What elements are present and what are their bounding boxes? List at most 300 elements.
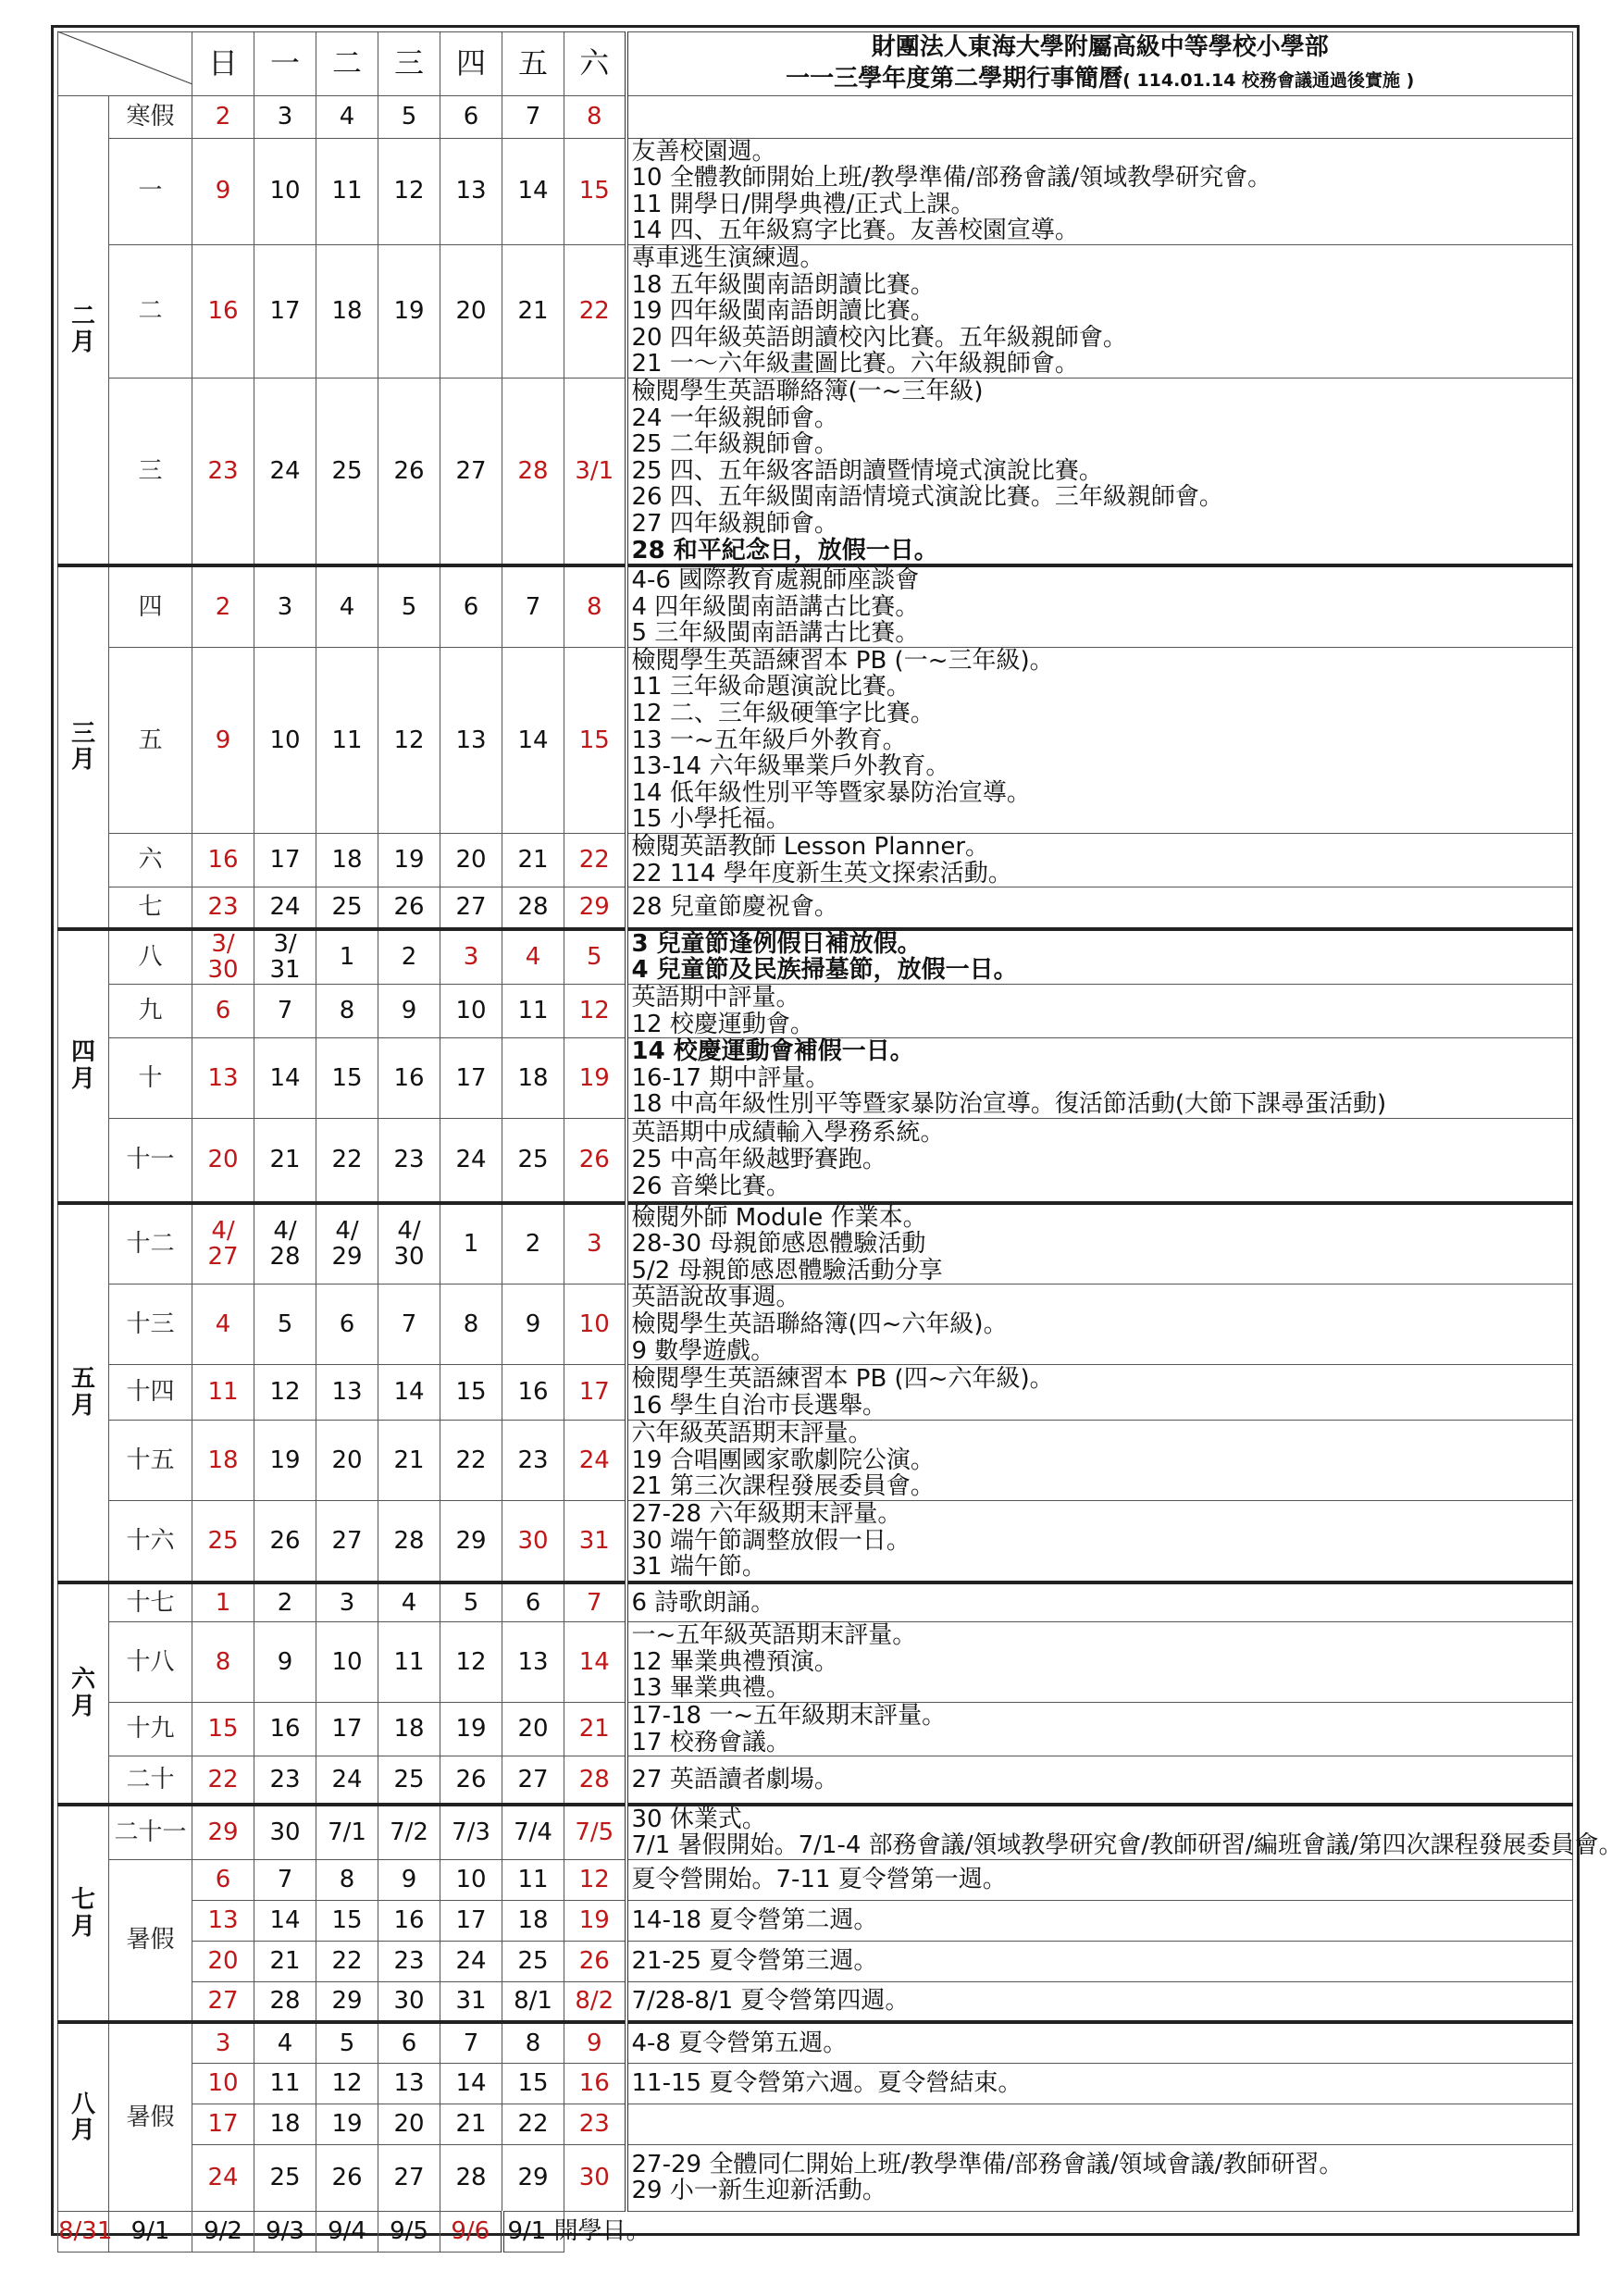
date-cell: 1 bbox=[192, 1582, 254, 1622]
date-cell: 16 bbox=[564, 2063, 626, 2104]
title-note: ( 114.01.14 校務會議通過後實施 ) bbox=[1122, 69, 1415, 91]
event-line: 21 第三次課程發展委員會。 bbox=[631, 1472, 935, 1501]
date-cell: 4 bbox=[192, 1285, 254, 1365]
events-cell bbox=[626, 1038, 1573, 1119]
date-cell: 3 bbox=[440, 929, 502, 985]
event-line: 31 端午節。 bbox=[631, 1553, 766, 1582]
date-cell: 22 bbox=[316, 1941, 378, 1981]
date-cell: 14 bbox=[440, 2063, 502, 2104]
event-line: 25 中高年級越野賽跑。 bbox=[631, 1146, 886, 1174]
month-char: 月 bbox=[70, 1391, 95, 1420]
week-label: 六 bbox=[109, 834, 192, 887]
date-cell: 12 bbox=[254, 1365, 316, 1421]
date-cell: 4 bbox=[254, 2022, 316, 2063]
date-cell: 23 bbox=[378, 1119, 440, 1203]
date-cell: 14 bbox=[502, 138, 564, 244]
date-cell: 11 bbox=[254, 2063, 316, 2104]
date-cell: 12 bbox=[316, 2063, 378, 2104]
date-cell: 6 bbox=[440, 95, 502, 138]
date-cell: 14 bbox=[378, 1365, 440, 1421]
date-cell: 9 bbox=[192, 138, 254, 244]
date-cell: 21 bbox=[254, 1119, 316, 1203]
event-line: 5/2 母親節感恩體驗活動分享 bbox=[631, 1256, 943, 1285]
event-line: 17-18 一~五年級期末評量。 bbox=[631, 1702, 947, 1730]
date-cell: 9/1 bbox=[109, 2211, 192, 2252]
date-cell: 8/2 bbox=[564, 1981, 626, 2022]
event-line: 4-8 夏令營第五週。 bbox=[631, 2029, 848, 2057]
date-cell: 10 bbox=[316, 1622, 378, 1703]
date-cell: 7/5 bbox=[564, 1805, 626, 1860]
date-cell: 27 bbox=[192, 1981, 254, 2022]
week-row bbox=[58, 1285, 1573, 1365]
week-row bbox=[58, 887, 1573, 929]
date-cell: 18 bbox=[316, 244, 378, 378]
day-header-tue: 二 bbox=[316, 32, 378, 96]
date-cell: 6 bbox=[502, 1582, 564, 1622]
week-label: 八 bbox=[109, 929, 192, 985]
date-cell: 25 bbox=[316, 378, 378, 565]
event-line: 檢閱學生英語練習本 PB (四~六年級)。 bbox=[631, 1365, 1054, 1394]
event-line: 28 兒童節慶祝會。 bbox=[631, 893, 838, 922]
month-char: 月 bbox=[70, 746, 95, 775]
date-cell: 30 bbox=[254, 1805, 316, 1860]
date-cell: 8 bbox=[316, 984, 378, 1037]
date-cell: 9 bbox=[564, 2022, 626, 2063]
week-label: 十 bbox=[109, 1038, 192, 1119]
date-cell: 17 bbox=[316, 1703, 378, 1756]
date-cell: 10 bbox=[192, 2063, 254, 2104]
date-cell: 26 bbox=[440, 1756, 502, 1805]
week-label: 七 bbox=[109, 887, 192, 929]
date-cell: 15 bbox=[316, 1900, 378, 1941]
date-cell: 21 bbox=[502, 244, 564, 378]
calendar-sheet bbox=[51, 25, 1623, 2246]
event-line: 13-14 六年級畢業戶外教育。 bbox=[631, 752, 950, 781]
header-row bbox=[58, 32, 1573, 96]
date-cell: 18 bbox=[502, 1038, 564, 1119]
date-cell: 18 bbox=[316, 834, 378, 887]
date-cell: 20 bbox=[192, 1941, 254, 1981]
event-line: 檢閱外師 Module 作業本。 bbox=[631, 1203, 927, 1232]
date-cell: 7 bbox=[502, 565, 564, 647]
week-label: 十三 bbox=[109, 1285, 192, 1365]
date-cell: 17 bbox=[564, 1365, 626, 1421]
event-line: 7/28-8/1 夏令營第四週。 bbox=[631, 1987, 910, 2016]
event-line: 27-28 六年級期末評量。 bbox=[631, 1499, 902, 1528]
date-cell: 4/ 27 bbox=[192, 1203, 254, 1285]
event-line: 12 畢業典禮預演。 bbox=[631, 1647, 838, 1676]
title-line1: 財團法人東海大學附屬高級中等學校小學部 bbox=[871, 33, 1329, 61]
week-row bbox=[58, 565, 1573, 647]
month-char: 七 bbox=[70, 1885, 95, 1914]
event-line: 29 小一新生迎新活動。 bbox=[631, 2177, 886, 2205]
date-cell: 1 bbox=[440, 1203, 502, 1285]
date-cell: 14 bbox=[564, 1622, 626, 1703]
events-cell bbox=[626, 1756, 1573, 1805]
date-cell: 20 bbox=[502, 1703, 564, 1756]
event-line: 檢閱學生英語聯絡簿(四~六年級)。 bbox=[631, 1309, 1008, 1338]
week-row bbox=[58, 2211, 1573, 2252]
events-cell bbox=[626, 244, 1573, 378]
date-cell: 28 bbox=[440, 2144, 502, 2211]
date-cell: 14 bbox=[254, 1038, 316, 1119]
date-cell: 25 bbox=[378, 1756, 440, 1805]
date-cell: 8 bbox=[564, 95, 626, 138]
week-label: 十八 bbox=[109, 1622, 192, 1703]
week-row bbox=[58, 2063, 1573, 2104]
date-cell: 17 bbox=[192, 2104, 254, 2144]
event-line: 9 數學遊戲。 bbox=[631, 1336, 775, 1365]
week-label: 十五 bbox=[109, 1421, 192, 1501]
events-cell bbox=[626, 1941, 1573, 1981]
date-cell: 10 bbox=[254, 647, 316, 833]
event-line: 英語期中成績輸入學務系統。 bbox=[631, 1119, 945, 1148]
date-cell: 17 bbox=[440, 1900, 502, 1941]
date-cell: 7/3 bbox=[440, 1805, 502, 1860]
date-cell: 6 bbox=[316, 1285, 378, 1365]
event-line: 15 小學托福。 bbox=[631, 805, 790, 834]
event-line: 5 三年級閩南語講古比賽。 bbox=[631, 619, 920, 648]
date-cell: 7 bbox=[440, 2022, 502, 2063]
event-line: 28 和平紀念日，放假一日。 bbox=[631, 536, 938, 565]
date-cell: 18 bbox=[502, 1900, 564, 1941]
date-cell: 16 bbox=[378, 1900, 440, 1941]
event-line: 英語說故事週。 bbox=[631, 1284, 800, 1312]
date-cell: 5 bbox=[440, 1582, 502, 1622]
month-label bbox=[58, 929, 109, 1203]
week-label: 十四 bbox=[109, 1365, 192, 1421]
week-label: 二 bbox=[109, 244, 192, 378]
week-row bbox=[58, 1703, 1573, 1756]
date-cell: 7 bbox=[378, 1285, 440, 1365]
event-line: 22 114 學年度新生英文探索活動。 bbox=[631, 859, 1012, 887]
date-cell: 3 bbox=[254, 95, 316, 138]
event-line: 友善校園週。 bbox=[631, 137, 776, 166]
date-cell: 27 bbox=[440, 378, 502, 565]
date-cell: 24 bbox=[254, 378, 316, 565]
week-label: 三 bbox=[109, 378, 192, 565]
date-cell: 11 bbox=[316, 138, 378, 244]
week-label: 十七 bbox=[109, 1582, 192, 1622]
day-header-fri: 五 bbox=[502, 32, 564, 96]
date-cell: 14 bbox=[254, 1900, 316, 1941]
date-cell: 13 bbox=[192, 1900, 254, 1941]
events-cell bbox=[626, 647, 1573, 833]
month-char: 月 bbox=[70, 1064, 95, 1093]
date-cell: 21 bbox=[564, 1703, 626, 1756]
week-row bbox=[58, 1622, 1573, 1703]
week-label: 十二 bbox=[109, 1203, 192, 1285]
week-label: 四 bbox=[109, 565, 192, 647]
month-char: 月 bbox=[70, 2116, 95, 2145]
date-cell: 12 bbox=[440, 1622, 502, 1703]
date-cell: 19 bbox=[316, 2104, 378, 2144]
event-line: 14 校慶運動會補假一日。 bbox=[631, 1037, 914, 1066]
month-char: 月 bbox=[70, 329, 95, 357]
event-line: 16 學生自治市長選舉。 bbox=[631, 1391, 886, 1420]
date-cell: 13 bbox=[192, 1038, 254, 1119]
events-cell bbox=[626, 1119, 1573, 1203]
date-cell: 16 bbox=[502, 1365, 564, 1421]
date-cell: 21 bbox=[440, 2104, 502, 2144]
date-cell: 6 bbox=[192, 984, 254, 1037]
event-line: 25 四、五年級客語朗讀暨情境式演說比賽。 bbox=[631, 456, 1103, 485]
event-line: 11 開學日/開學典禮/正式上課。 bbox=[631, 190, 975, 218]
date-cell: 21 bbox=[378, 1421, 440, 1501]
date-cell: 28 bbox=[254, 1981, 316, 2022]
header-diagonal-line bbox=[57, 31, 192, 84]
week-row bbox=[58, 1421, 1573, 1501]
date-cell: 25 bbox=[254, 2144, 316, 2211]
event-line: 16-17 期中評量。 bbox=[631, 1063, 830, 1092]
date-cell: 8 bbox=[440, 1285, 502, 1365]
month-char: 二 bbox=[70, 302, 95, 330]
event-line: 17 校務會議。 bbox=[631, 1728, 790, 1756]
event-line: 25 二年級親師會。 bbox=[631, 430, 838, 459]
date-cell: 15 bbox=[440, 1365, 502, 1421]
month-label bbox=[58, 565, 109, 929]
date-cell: 15 bbox=[564, 647, 626, 833]
date-cell: 13 bbox=[440, 138, 502, 244]
week-row bbox=[58, 1756, 1573, 1805]
date-cell: 19 bbox=[440, 1703, 502, 1756]
date-cell: 31 bbox=[564, 1500, 626, 1582]
week-row bbox=[58, 834, 1573, 887]
date-cell: 30 bbox=[378, 1981, 440, 2022]
event-line: 夏令營開始。7-11 夏令營第一週。 bbox=[631, 1866, 1007, 1894]
date-cell: 19 bbox=[254, 1421, 316, 1501]
date-cell: 19 bbox=[378, 834, 440, 887]
date-cell: 24 bbox=[254, 887, 316, 929]
month-char: 八 bbox=[70, 2090, 95, 2118]
date-cell: 18 bbox=[192, 1421, 254, 1501]
event-line: 檢閱學生英語聯絡簿(一~三年級) bbox=[631, 377, 984, 405]
date-cell: 25 bbox=[316, 887, 378, 929]
date-cell: 5 bbox=[378, 565, 440, 647]
date-cell: 15 bbox=[564, 138, 626, 244]
date-cell: 31 bbox=[440, 1981, 502, 2022]
week-label: 二十 bbox=[109, 1756, 192, 1805]
date-cell: 7 bbox=[254, 984, 316, 1037]
week-label: 十九 bbox=[109, 1703, 192, 1756]
date-cell: 4/ 30 bbox=[378, 1203, 440, 1285]
date-cell: 6 bbox=[440, 565, 502, 647]
date-cell: 26 bbox=[564, 1119, 626, 1203]
date-cell: 4/ 29 bbox=[316, 1203, 378, 1285]
event-line: 14-18 夏令營第二週。 bbox=[631, 1906, 878, 1935]
date-cell: 20 bbox=[378, 2104, 440, 2144]
month-label bbox=[58, 95, 109, 565]
event-line: 26 音樂比賽。 bbox=[631, 1172, 790, 1200]
date-cell: 9 bbox=[192, 647, 254, 833]
date-cell: 19 bbox=[564, 1900, 626, 1941]
date-cell: 14 bbox=[502, 647, 564, 833]
month-char: 五 bbox=[70, 1365, 95, 1394]
date-cell: 17 bbox=[254, 834, 316, 887]
date-cell: 7/1 bbox=[316, 1805, 378, 1860]
events-cell bbox=[626, 984, 1573, 1037]
event-line: 11-15 夏令營第六週。夏令營結束。 bbox=[631, 2069, 1023, 2098]
date-cell: 11 bbox=[316, 647, 378, 833]
event-line: 30 端午節調整放假一日。 bbox=[631, 1526, 911, 1555]
date-cell: 15 bbox=[502, 2063, 564, 2104]
date-cell: 12 bbox=[378, 138, 440, 244]
date-cell: 24 bbox=[440, 1941, 502, 1981]
date-cell: 26 bbox=[564, 1941, 626, 1981]
week-label: 二十一 bbox=[109, 1805, 192, 1860]
events-cell bbox=[626, 2104, 1573, 2144]
date-cell: 4 bbox=[316, 565, 378, 647]
week-row bbox=[58, 1038, 1573, 1119]
date-cell: 22 bbox=[564, 834, 626, 887]
date-cell: 29 bbox=[564, 887, 626, 929]
events-cell bbox=[626, 1805, 1623, 1860]
week-row bbox=[58, 1582, 1573, 1622]
events-cell bbox=[626, 929, 1573, 985]
week-row bbox=[58, 1119, 1573, 1203]
event-line: 9/1 開學日。 bbox=[507, 2217, 651, 2246]
date-cell: 23 bbox=[254, 1756, 316, 1805]
event-line: 13 畢業典禮。 bbox=[631, 1674, 790, 1703]
date-cell: 29 bbox=[440, 1500, 502, 1582]
date-cell: 10 bbox=[440, 1859, 502, 1900]
date-cell: 13 bbox=[440, 647, 502, 833]
date-cell: 15 bbox=[316, 1038, 378, 1119]
calendar-table bbox=[57, 31, 1623, 2253]
date-cell: 25 bbox=[192, 1500, 254, 1582]
date-cell: 27 bbox=[502, 1756, 564, 1805]
date-cell: 28 bbox=[378, 1500, 440, 1582]
date-cell: 20 bbox=[316, 1421, 378, 1501]
date-cell: 24 bbox=[316, 1756, 378, 1805]
month-label bbox=[58, 2022, 109, 2211]
event-line: 30 休業式。 bbox=[631, 1805, 766, 1833]
date-cell: 11 bbox=[502, 1859, 564, 1900]
week-row bbox=[58, 2022, 1573, 2063]
date-cell: 8 bbox=[502, 2022, 564, 2063]
week-row bbox=[58, 2144, 1573, 2211]
date-cell: 20 bbox=[440, 834, 502, 887]
events-cell bbox=[626, 2144, 1573, 2211]
date-cell: 8 bbox=[316, 1859, 378, 1900]
events-cell bbox=[626, 887, 1573, 929]
date-cell: 18 bbox=[378, 1703, 440, 1756]
date-cell: 20 bbox=[440, 244, 502, 378]
date-cell: 22 bbox=[440, 1421, 502, 1501]
date-cell: 22 bbox=[316, 1119, 378, 1203]
events-cell bbox=[626, 95, 1573, 138]
date-cell: 12 bbox=[564, 1859, 626, 1900]
events-cell bbox=[626, 1981, 1573, 2022]
date-cell: 9 bbox=[378, 1859, 440, 1900]
event-line: 12 校慶運動會。 bbox=[631, 1010, 814, 1038]
event-line: 14 四、五年級寫字比賽。友善校園宣導。 bbox=[631, 217, 1079, 245]
month-label bbox=[58, 1805, 109, 2023]
date-cell: 27 bbox=[440, 887, 502, 929]
date-cell: 13 bbox=[378, 2063, 440, 2104]
date-cell: 11 bbox=[378, 1622, 440, 1703]
date-cell: 1 bbox=[316, 929, 378, 985]
date-cell: 9/5 bbox=[378, 2211, 440, 2252]
week-row bbox=[58, 1365, 1573, 1421]
week-label: 九 bbox=[109, 984, 192, 1037]
date-cell: 30 bbox=[564, 2144, 626, 2211]
event-line: 4-6 國際教育處親師座談會 bbox=[631, 566, 920, 595]
date-cell: 29 bbox=[316, 1981, 378, 2022]
date-cell: 9 bbox=[502, 1285, 564, 1365]
event-line: 21 一～六年級畫圖比賽。六年級親師會。 bbox=[631, 350, 1079, 379]
date-cell: 12 bbox=[564, 984, 626, 1037]
date-cell: 13 bbox=[316, 1365, 378, 1421]
week-label: 五 bbox=[109, 647, 192, 833]
date-cell: 3 bbox=[316, 1582, 378, 1622]
date-cell: 7 bbox=[502, 95, 564, 138]
title-cell bbox=[626, 32, 1573, 96]
date-cell: 25 bbox=[502, 1119, 564, 1203]
event-line: 4 兒童節及民族掃墓節，放假一日。 bbox=[631, 956, 1018, 985]
event-line: 28-30 母親節感恩體驗活動 bbox=[631, 1230, 926, 1259]
date-cell: 2 bbox=[192, 95, 254, 138]
date-cell: 6 bbox=[378, 2022, 440, 2063]
events-cell bbox=[626, 1900, 1573, 1941]
date-cell: 26 bbox=[316, 2144, 378, 2211]
week-row bbox=[58, 647, 1573, 833]
event-line: 26 四、五年級閩南語情境式演說比賽。三年級親師會。 bbox=[631, 483, 1223, 512]
month-char: 月 bbox=[70, 1912, 95, 1941]
day-header-wed: 三 bbox=[378, 32, 440, 96]
events-cell bbox=[626, 1421, 1573, 1501]
events-cell bbox=[626, 1622, 1573, 1703]
date-cell: 2 bbox=[254, 1582, 316, 1622]
date-cell: 10 bbox=[254, 138, 316, 244]
date-cell: 9/4 bbox=[316, 2211, 378, 2252]
event-line: 一~五年級英語期末評量。 bbox=[631, 1621, 917, 1650]
date-cell: 29 bbox=[192, 1805, 254, 1860]
week-label: 十一 bbox=[109, 1119, 192, 1203]
event-line: 4 四年級閩南語講古比賽。 bbox=[631, 592, 920, 621]
date-cell: 25 bbox=[502, 1941, 564, 1981]
week-label: 暑假 bbox=[109, 2022, 192, 2211]
week-label: 寒假 bbox=[109, 95, 192, 138]
date-cell: 24 bbox=[440, 1119, 502, 1203]
event-line: 24 一年級親師會。 bbox=[631, 403, 838, 432]
date-cell: 17 bbox=[254, 244, 316, 378]
week-row bbox=[58, 378, 1573, 565]
date-cell: 30 bbox=[502, 1500, 564, 1582]
week-row bbox=[58, 1500, 1573, 1582]
month-char: 六 bbox=[70, 1666, 95, 1694]
date-cell: 4 bbox=[502, 929, 564, 985]
date-cell: 5 bbox=[316, 2022, 378, 2063]
date-cell: 8 bbox=[192, 1622, 254, 1703]
events-cell bbox=[626, 565, 1573, 647]
date-cell: 8/1 bbox=[502, 1981, 564, 2022]
event-line: 19 合唱團國家歌劇院公演。 bbox=[631, 1446, 935, 1474]
date-cell: 20 bbox=[192, 1119, 254, 1203]
event-line: 14 低年級性別平等暨家暴防治宣導。 bbox=[631, 778, 1031, 807]
date-cell: 26 bbox=[254, 1500, 316, 1582]
date-cell: 29 bbox=[502, 2144, 564, 2211]
week-label: 十六 bbox=[109, 1500, 192, 1582]
week-row bbox=[58, 984, 1573, 1037]
date-cell: 6 bbox=[192, 1859, 254, 1900]
date-cell: 28 bbox=[502, 378, 564, 565]
event-line: 專車逃生演練週。 bbox=[631, 243, 824, 272]
date-cell: 26 bbox=[378, 378, 440, 565]
month-label bbox=[58, 1582, 109, 1805]
week-row bbox=[58, 1859, 1573, 1900]
date-cell: 2 bbox=[378, 929, 440, 985]
